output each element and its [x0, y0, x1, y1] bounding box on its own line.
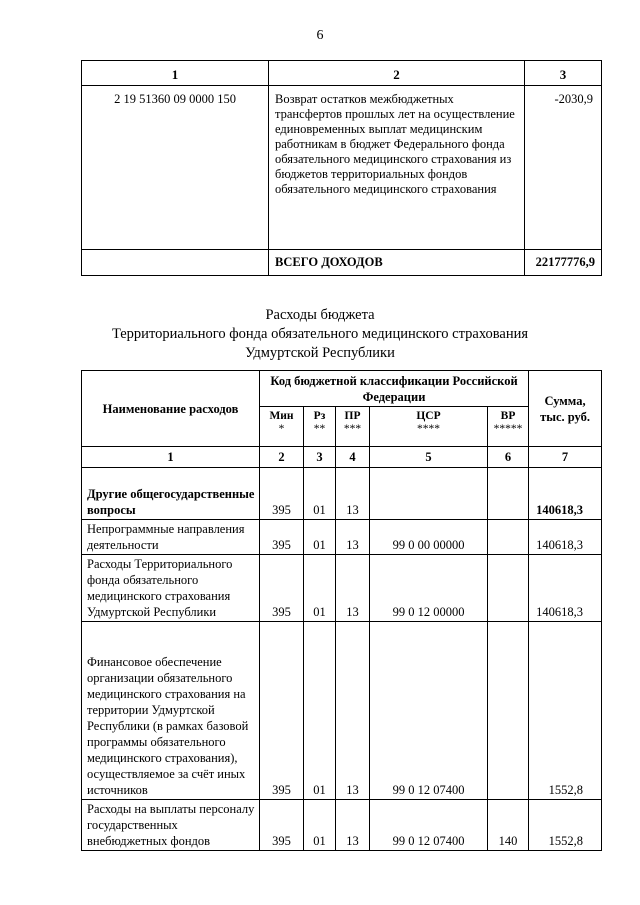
column-number: 4 [336, 447, 370, 468]
subheader-csr [370, 407, 488, 447]
row-csr: 99 0 12 07400 [370, 622, 488, 800]
section-title-line3: Удмуртской Республики [245, 345, 395, 361]
subheader-pr [336, 407, 370, 447]
revenue-header-col3: 3 [525, 61, 602, 86]
row-csr: 99 0 12 00000 [370, 555, 488, 622]
row-min: 395 [260, 468, 304, 520]
section-title-line2: Территориального фонда обязательного медицинского страхования [111, 326, 529, 342]
row-rz: 01 [304, 800, 336, 851]
row-rz: 01 [304, 555, 336, 622]
row-rz: 01 [304, 520, 336, 555]
row-pr: 13 [336, 520, 370, 555]
section-title [0, 306, 640, 363]
revenue-total-empty [82, 250, 269, 276]
row-name: Расходы Территориального фонда обязательного медицинского страхования Удмуртской Республики [82, 555, 260, 622]
subheader-vr-label: ВР [500, 410, 516, 422]
row-vr [488, 622, 529, 800]
subheader-rz-label: Рз [313, 410, 326, 422]
revenue-table [81, 60, 602, 276]
subheader-pr-mark: *** [343, 423, 362, 435]
header-kbk: Код бюджетной классификации Российской Федерации [260, 371, 529, 407]
subheader-csr-mark: **** [417, 423, 440, 435]
revenue-header-col2: 2 [269, 61, 525, 86]
row-min: 395 [260, 520, 304, 555]
row-min: 395 [260, 555, 304, 622]
column-number: 6 [488, 447, 529, 468]
row-rz: 01 [304, 622, 336, 800]
row-pr: 13 [336, 622, 370, 800]
revenue-header-col1: 1 [82, 61, 269, 86]
column-number: 2 [260, 447, 304, 468]
column-number: 5 [370, 447, 488, 468]
header-sum: Сумма, тыс. руб. [529, 371, 602, 447]
revenue-amount: -2030,9 [525, 86, 602, 250]
row-vr [488, 468, 529, 520]
revenue-total-label: ВСЕГО ДОХОДОВ [269, 250, 525, 276]
subheader-min [260, 407, 304, 447]
row-sum: 140618,3 [529, 468, 602, 520]
subheader-pr-label: ПР [344, 410, 361, 422]
row-rz: 01 [304, 468, 336, 520]
table-row [82, 520, 602, 555]
table-row [82, 800, 602, 851]
table-row [82, 622, 602, 800]
row-csr: 99 0 12 07400 [370, 800, 488, 851]
table-row [82, 468, 602, 520]
revenue-name: Возврат остатков межбюджетных трансфертов прошлых лет на осуществление единовременных выплат медицинским работникам в бюджет Федерального фонда обязательного медицинского страхования из бюджетов территориальных фондов обязательного медицинского страхования [269, 86, 525, 250]
revenue-header-row [82, 61, 602, 86]
table-row [82, 86, 602, 250]
row-csr [370, 468, 488, 520]
row-min: 395 [260, 800, 304, 851]
row-name: Другие общегосударственные вопросы [82, 468, 260, 520]
subheader-vr-mark: ***** [493, 423, 523, 435]
expenditure-header-row [82, 371, 602, 407]
row-pr: 13 [336, 468, 370, 520]
header-name: Наименование расходов [82, 371, 260, 447]
subheader-rz [304, 407, 336, 447]
row-sum: 1552,8 [529, 622, 602, 800]
revenue-code: 2 19 51360 09 0000 150 [82, 86, 269, 250]
revenue-total-row [82, 250, 602, 276]
column-number: 7 [529, 447, 602, 468]
row-name: Непрограммные направления деятельности [82, 520, 260, 555]
column-number: 3 [304, 447, 336, 468]
row-min: 395 [260, 622, 304, 800]
row-sum: 140618,3 [529, 520, 602, 555]
expenditure-table [81, 370, 602, 851]
row-name: Финансовое обеспечение организации обязательного медицинского страхования на территории Удмуртской Республики (в рамках базовой программы обязательного медицинского страхования), осуществляемое за счёт иных источников [82, 622, 260, 800]
table-row [82, 555, 602, 622]
subheader-rz-mark: ** [313, 423, 326, 435]
row-name: Расходы на выплаты персоналу государственных внебюджетных фондов [82, 800, 260, 851]
revenue-total-amount: 22177776,9 [525, 250, 602, 276]
row-sum: 140618,3 [529, 555, 602, 622]
column-number: 1 [82, 447, 260, 468]
subheader-csr-label: ЦСР [416, 410, 441, 422]
row-csr: 99 0 00 00000 [370, 520, 488, 555]
row-pr: 13 [336, 555, 370, 622]
row-vr: 140 [488, 800, 529, 851]
row-pr: 13 [336, 800, 370, 851]
page-number: 6 [316, 28, 324, 43]
column-number-row [82, 447, 602, 468]
row-vr [488, 555, 529, 622]
row-vr [488, 520, 529, 555]
row-sum: 1552,8 [529, 800, 602, 851]
subheader-min-label: Мин [269, 410, 294, 422]
subheader-min-mark: * [278, 423, 285, 435]
section-title-line1: Расходы бюджета [265, 307, 375, 323]
subheader-vr [488, 407, 529, 447]
